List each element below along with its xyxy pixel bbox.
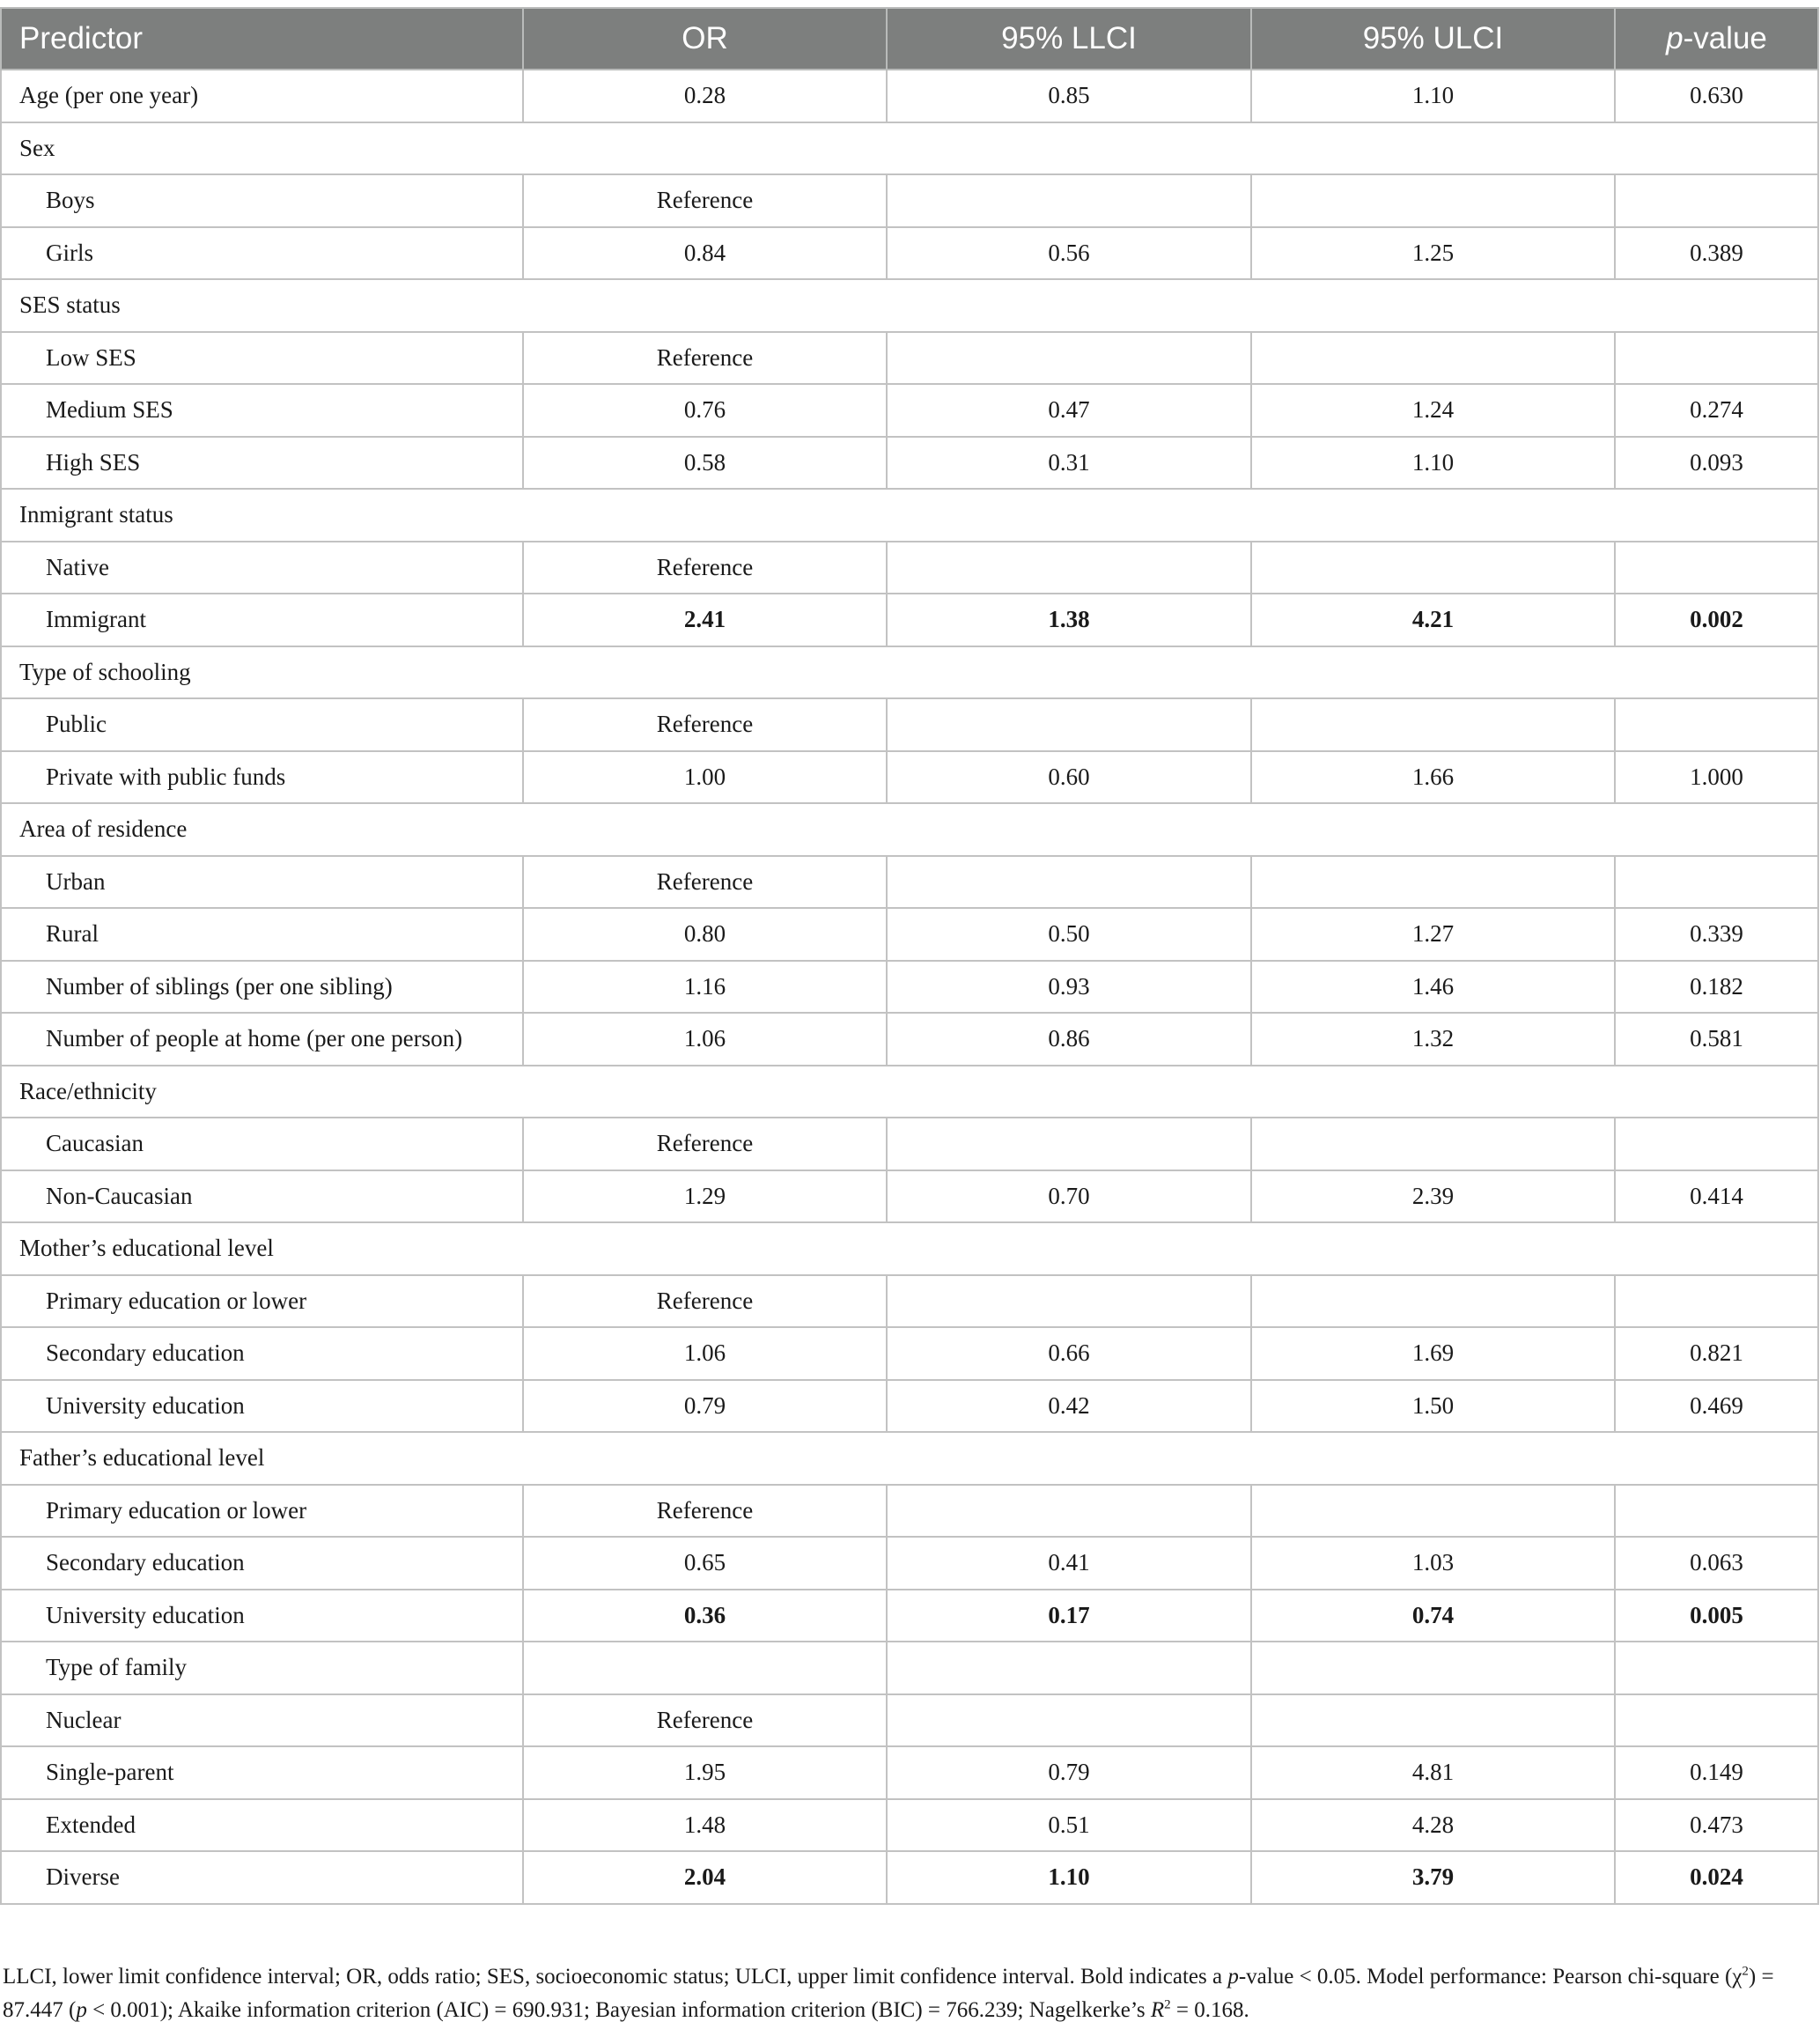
cell-p: [1615, 174, 1818, 227]
table-row: [1, 908, 1818, 961]
footnote-p-italic: p: [76, 1998, 87, 2022]
cell-predictor: University education: [1, 1590, 523, 1642]
cell-p: 0.339: [1615, 908, 1818, 961]
cell-llci: [887, 698, 1251, 751]
table-row: [1, 698, 1818, 751]
cell-p: [1615, 856, 1818, 909]
cell-p: [1615, 698, 1818, 751]
cell-predictor: Non-Caucasian: [1, 1170, 523, 1223]
cell-or: 2.04: [523, 1851, 887, 1904]
cell-ulci: [1251, 1485, 1615, 1538]
table-row: [1, 1170, 1818, 1223]
table-row: [1, 70, 1818, 122]
cell-or: 1.06: [523, 1327, 887, 1380]
footnote-r-italic: R: [1150, 1998, 1165, 2022]
cell-p: [1615, 1642, 1818, 1694]
cell-predictor: Public: [1, 698, 523, 751]
cell-p: 0.063: [1615, 1537, 1818, 1590]
footnote-text: -value < 0.05. Model performance: Pearson chi-square (χ: [1238, 1965, 1743, 1989]
cell-p: 0.149: [1615, 1746, 1818, 1799]
cell-llci: 0.60: [887, 751, 1251, 804]
cell-predictor: Secondary education: [1, 1327, 523, 1380]
cell-or: 1.95: [523, 1746, 887, 1799]
cell-p: [1615, 1118, 1818, 1170]
cell-predictor: Number of people at home (per one person): [1, 1013, 523, 1066]
cell-predictor: Extended: [1, 1799, 523, 1852]
cell-ulci: 3.79: [1251, 1851, 1615, 1904]
cell-or: 1.29: [523, 1170, 887, 1223]
cell-predictor: Nuclear: [1, 1694, 523, 1747]
cell-ulci: [1251, 174, 1615, 227]
cell-ulci: 1.27: [1251, 908, 1615, 961]
table-row: [1, 1694, 1818, 1747]
table-row-group-header: [1, 803, 1818, 856]
cell-or: 1.06: [523, 1013, 887, 1066]
cell-ulci: 0.74: [1251, 1590, 1615, 1642]
cell-predictor: Age (per one year): [1, 70, 523, 122]
cell-ulci: 4.28: [1251, 1799, 1615, 1852]
cell-p: 0.005: [1615, 1590, 1818, 1642]
cell-ulci: [1251, 1642, 1615, 1694]
cell-or: 0.79: [523, 1380, 887, 1433]
header-p-italic: p: [1666, 21, 1684, 55]
regression-table-container: [0, 7, 1820, 1905]
cell-or: 0.28: [523, 70, 887, 122]
cell-group-label: Sex: [1, 122, 1818, 175]
cell-or: Reference: [523, 542, 887, 594]
table-row-group-header: [1, 1642, 1818, 1694]
cell-llci: 0.85: [887, 70, 1251, 122]
cell-llci: 0.70: [887, 1170, 1251, 1223]
header-row: [1, 8, 1818, 70]
table-row-group-header: [1, 646, 1818, 699]
cell-predictor: Medium SES: [1, 384, 523, 437]
cell-predictor: Boys: [1, 174, 523, 227]
cell-llci: 0.41: [887, 1537, 1251, 1590]
table-row: [1, 227, 1818, 280]
header-value-suffix: -value: [1683, 21, 1767, 55]
table-row: [1, 437, 1818, 490]
footnote-superscript: 2: [1164, 1997, 1171, 2012]
table-row-group-header: [1, 489, 1818, 542]
cell-or: 1.00: [523, 751, 887, 804]
cell-p: 0.473: [1615, 1799, 1818, 1852]
cell-p: [1615, 1485, 1818, 1538]
cell-p: 0.469: [1615, 1380, 1818, 1433]
header-ulci: 95% ULCI: [1251, 8, 1615, 70]
table-row: [1, 332, 1818, 385]
cell-or: Reference: [523, 1275, 887, 1328]
cell-or: Reference: [523, 856, 887, 909]
cell-or: 1.48: [523, 1799, 887, 1852]
cell-or: Reference: [523, 332, 887, 385]
cell-group-label: Type of family: [1, 1642, 523, 1694]
cell-or: Reference: [523, 698, 887, 751]
cell-or: 0.84: [523, 227, 887, 280]
cell-p: 0.821: [1615, 1327, 1818, 1380]
table-row: [1, 384, 1818, 437]
cell-group-label: Mother’s educational level: [1, 1222, 1818, 1275]
table-footnote: [3, 1960, 1799, 2027]
cell-ulci: [1251, 542, 1615, 594]
cell-llci: 0.79: [887, 1746, 1251, 1799]
regression-table: [0, 7, 1819, 1905]
cell-predictor: Primary education or lower: [1, 1485, 523, 1538]
cell-group-label: Father’s educational level: [1, 1432, 1818, 1485]
table-row: [1, 1013, 1818, 1066]
table-row: [1, 1380, 1818, 1433]
cell-ulci: 1.03: [1251, 1537, 1615, 1590]
cell-predictor: Girls: [1, 227, 523, 280]
cell-predictor: Urban: [1, 856, 523, 909]
cell-or: 0.80: [523, 908, 887, 961]
cell-predictor: High SES: [1, 437, 523, 490]
cell-ulci: 2.39: [1251, 1170, 1615, 1223]
footnote-superscript: 2: [1742, 1964, 1749, 1979]
cell-ulci: 1.10: [1251, 70, 1615, 122]
cell-ulci: 4.21: [1251, 594, 1615, 646]
cell-predictor: Native: [1, 542, 523, 594]
cell-llci: [887, 1694, 1251, 1747]
cell-ulci: 1.69: [1251, 1327, 1615, 1380]
table-row: [1, 1537, 1818, 1590]
cell-group-label: Type of schooling: [1, 646, 1818, 699]
table-row-significant: [1, 594, 1818, 646]
cell-llci: [887, 1642, 1251, 1694]
cell-llci: 0.51: [887, 1799, 1251, 1852]
footnote-text: < 0.001); Akaike information criterion (AIC) = 690.931; Bayesian information criterion (BIC) = 766.239; Nagelkerke’s: [86, 1998, 1151, 2022]
cell-predictor: Primary education or lower: [1, 1275, 523, 1328]
footnote-text: ) = 87.447 (: [3, 1965, 1774, 2022]
cell-llci: [887, 332, 1251, 385]
cell-llci: [887, 174, 1251, 227]
cell-predictor: Number of siblings (per one sibling): [1, 961, 523, 1014]
cell-predictor: Secondary education: [1, 1537, 523, 1590]
cell-or: Reference: [523, 1118, 887, 1170]
cell-llci: 0.50: [887, 908, 1251, 961]
cell-predictor: Single-parent: [1, 1746, 523, 1799]
cell-llci: 1.10: [887, 1851, 1251, 1904]
cell-p: [1615, 542, 1818, 594]
cell-llci: [887, 1118, 1251, 1170]
cell-ulci: [1251, 1118, 1615, 1170]
cell-ulci: [1251, 332, 1615, 385]
cell-or: 0.65: [523, 1537, 887, 1590]
table-row: [1, 1275, 1818, 1328]
cell-predictor: Low SES: [1, 332, 523, 385]
cell-p: 0.630: [1615, 70, 1818, 122]
footnote-text: = 0.168.: [1170, 1998, 1249, 2022]
cell-p: 0.182: [1615, 961, 1818, 1014]
cell-llci: 0.47: [887, 384, 1251, 437]
cell-ulci: [1251, 856, 1615, 909]
header-predictor: Predictor: [1, 8, 523, 70]
cell-or: Reference: [523, 174, 887, 227]
cell-predictor: Private with public funds: [1, 751, 523, 804]
cell-predictor: Caucasian: [1, 1118, 523, 1170]
header-or: OR: [523, 8, 887, 70]
cell-or: 1.16: [523, 961, 887, 1014]
cell-predictor: Immigrant: [1, 594, 523, 646]
cell-p: 0.274: [1615, 384, 1818, 437]
cell-llci: 0.17: [887, 1590, 1251, 1642]
cell-ulci: 1.10: [1251, 437, 1615, 490]
table-row-significant: [1, 1590, 1818, 1642]
cell-predictor: Rural: [1, 908, 523, 961]
table-row: [1, 1485, 1818, 1538]
cell-ulci: 1.24: [1251, 384, 1615, 437]
table-row: [1, 1799, 1818, 1852]
cell-ulci: [1251, 1275, 1615, 1328]
cell-or: Reference: [523, 1694, 887, 1747]
cell-or: 0.36: [523, 1590, 887, 1642]
cell-or: [523, 1642, 887, 1694]
cell-or: 0.76: [523, 384, 887, 437]
table-row-group-header: [1, 1222, 1818, 1275]
table-row-group-header: [1, 279, 1818, 332]
table-row: [1, 174, 1818, 227]
cell-p: [1615, 1694, 1818, 1747]
cell-predictor: University education: [1, 1380, 523, 1433]
table-row: [1, 1327, 1818, 1380]
cell-predictor: Diverse: [1, 1851, 523, 1904]
cell-llci: 0.66: [887, 1327, 1251, 1380]
footnote-text: LLCI, lower limit confidence interval; OR, odds ratio; SES, socioeconomic status; ULCI, upper limit confidence interval. Bold indicates a: [3, 1965, 1228, 1989]
cell-ulci: 1.66: [1251, 751, 1615, 804]
table-row-significant: [1, 1851, 1818, 1904]
footnote-p-italic: p: [1227, 1965, 1239, 1989]
cell-p: 1.000: [1615, 751, 1818, 804]
cell-ulci: 1.32: [1251, 1013, 1615, 1066]
cell-ulci: 4.81: [1251, 1746, 1615, 1799]
table-row: [1, 1746, 1818, 1799]
cell-ulci: [1251, 698, 1615, 751]
cell-or: 2.41: [523, 594, 887, 646]
cell-ulci: 1.50: [1251, 1380, 1615, 1433]
table-row: [1, 1118, 1818, 1170]
cell-group-label: Inmigrant status: [1, 489, 1818, 542]
cell-llci: [887, 1275, 1251, 1328]
cell-p: 0.002: [1615, 594, 1818, 646]
table-row-group-header: [1, 122, 1818, 175]
cell-p: 0.581: [1615, 1013, 1818, 1066]
cell-ulci: [1251, 1694, 1615, 1747]
cell-p: 0.024: [1615, 1851, 1818, 1904]
cell-p: [1615, 1275, 1818, 1328]
cell-llci: [887, 542, 1251, 594]
cell-llci: 0.42: [887, 1380, 1251, 1433]
cell-p: 0.414: [1615, 1170, 1818, 1223]
table-row: [1, 961, 1818, 1014]
cell-llci: 0.56: [887, 227, 1251, 280]
header-llci: 95% LLCI: [887, 8, 1251, 70]
cell-group-label: Race/ethnicity: [1, 1066, 1818, 1118]
cell-llci: 0.86: [887, 1013, 1251, 1066]
cell-llci: [887, 1485, 1251, 1538]
cell-p: [1615, 332, 1818, 385]
cell-or: 0.58: [523, 437, 887, 490]
cell-llci: 0.31: [887, 437, 1251, 490]
cell-llci: [887, 856, 1251, 909]
table-row: [1, 751, 1818, 804]
table-row-group-header: [1, 1432, 1818, 1485]
cell-p: 0.093: [1615, 437, 1818, 490]
cell-group-label: Area of residence: [1, 803, 1818, 856]
cell-ulci: 1.25: [1251, 227, 1615, 280]
table-row: [1, 542, 1818, 594]
cell-ulci: 1.46: [1251, 961, 1615, 1014]
cell-llci: 1.38: [887, 594, 1251, 646]
cell-llci: 0.93: [887, 961, 1251, 1014]
cell-group-label: SES status: [1, 279, 1818, 332]
header-p-value: [1615, 8, 1818, 70]
table-row-group-header: [1, 1066, 1818, 1118]
cell-p: 0.389: [1615, 227, 1818, 280]
cell-or: Reference: [523, 1485, 887, 1538]
table-row: [1, 856, 1818, 909]
